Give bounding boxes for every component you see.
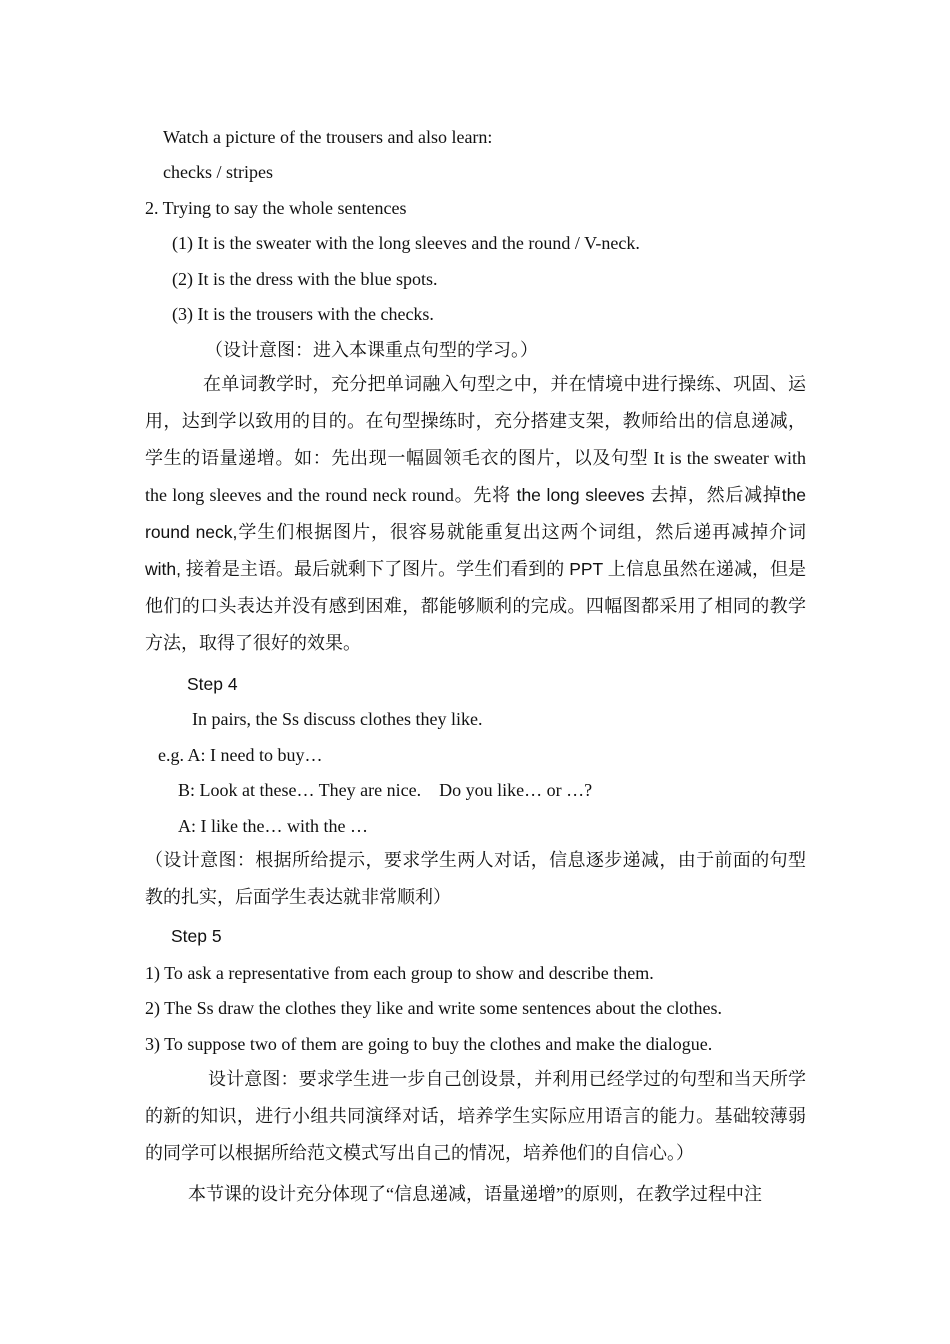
list-item: 2) The Ss draw the clothes they like and write some sentences about the clothes. [145, 998, 723, 1018]
step-heading: Step 5 [171, 926, 222, 946]
text-line: In pairs, the Ss discuss clothes they like. [192, 709, 483, 729]
dialogue-line: B: Look at these… They are nice. Do you like… or …? [178, 780, 593, 800]
paragraph-vocabulary-teaching: 在单词教学时，充分把单词融入句型之中，并在情境中进行操练、巩固、运用，达到学以致用的目的。在句型操练时，充分搭建支架，教师给出的信息递减，学生的语量递增。如：先出现一幅圆领毛衣的图片，以及句型 It is the sweater with the long sleeves and the round neck round。先将 the long sleeves 去掉，然后减掉the round neck,学生们根据图片，很容易就能重复出这两个词组，然后递再减掉介词 with, 接着是主语。最后就剩下了图片。学生们看到的 PPT 上信息虽然在递减，但是他们的口头表达并没有感到困难，都能够顺利的完成。四幅图都采用了相同的教学方法，取得了很好的效果。 [145, 374, 807, 653]
example-sentence: (2) It is the dress with the blue spots. [172, 269, 438, 289]
example-sentence: (3) It is the trousers with the checks. [172, 304, 434, 324]
dialogue-line: A: I like the… with the … [178, 816, 368, 836]
example-sentence: (1) It is the sweater with the long sleeves and the round / V-neck. [172, 233, 640, 253]
summary-paragraph: 本节课的设计充分体现了“信息递减，语量递增”的原则，在教学过程中注 [188, 1184, 762, 1204]
dialogue-line: e.g. A: I need to buy… [158, 745, 323, 765]
text-line: Watch a picture of the trousers and also learn: [163, 127, 493, 147]
list-item: 3) To suppose two of them are going to buy the clothes and make the dialogue. [145, 1034, 713, 1054]
section-heading: 2. Trying to say the whole sentences [145, 198, 407, 218]
design-note: （设计意图：进入本课重点句型的学习。） [205, 340, 538, 360]
step-heading: Step 4 [187, 674, 238, 694]
list-item: 1) To ask a representative from each group to show and describe them. [145, 963, 654, 983]
design-note: （设计意图：根据所给提示，要求学生两人对话，信息逐步递减，由于前面的句型教的扎实，后面学生表达就非常顺利） [145, 850, 806, 907]
design-note: 设计意图：要求学生进一步自己创设景，并利用已经学过的句型和当天所学的新的知识，进行小组共同演绎对话，培养学生实际应用语言的能力。基础较薄弱的同学可以根据所给范文模式写出自己的情况，培养他们的自信心。） [145, 1069, 806, 1163]
text-line: checks / stripes [163, 162, 273, 182]
